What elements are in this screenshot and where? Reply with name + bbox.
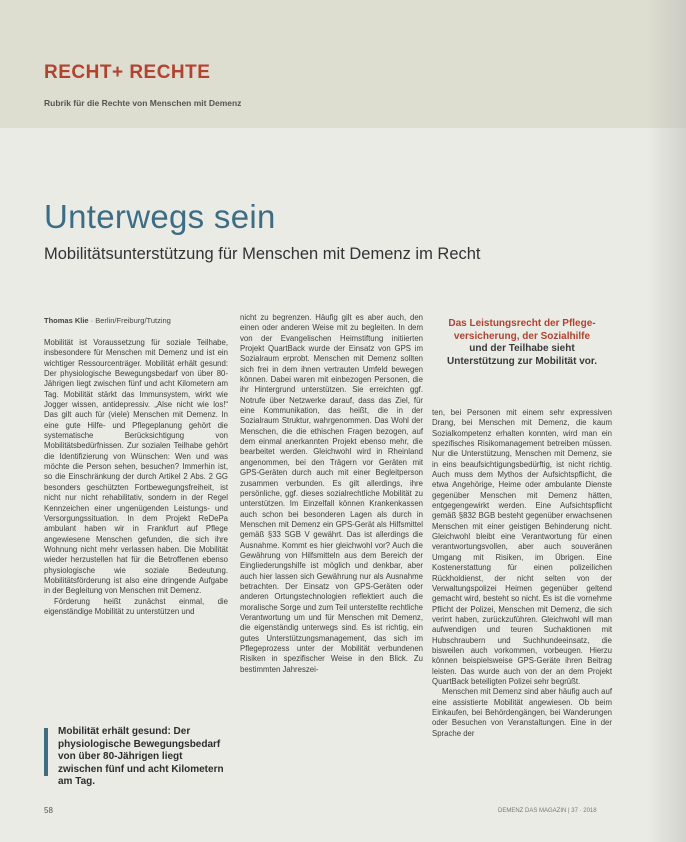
- pull-quote-line: Unterstützung zur Mobilität vor.: [447, 355, 597, 367]
- body-column-3: [432, 408, 612, 739]
- pull-quote-right: [432, 318, 612, 368]
- rubric-subtitle: Rubrik für die Rechte von Menschen mit Demenz: [44, 98, 242, 108]
- pull-quote-line: versicherung, der Sozialhilfe: [453, 330, 591, 342]
- pull-quote-line: Das Leistungsrecht der Pflege-: [448, 318, 596, 329]
- paragraph: Förderung heißt zunächst einmal, die eigenständige Mobilität zu unterstützen und: [44, 596, 228, 616]
- paragraph: ten, bei Personen mit einem sehr expressiven Drang, bei Menschen mit Demenz, die kaum Sozialkompetenz erhalten konnten, wird man ein spezifisches Risikomanagement betreiben müssen. Nur die Unterstützung, Menschen mit Demenz, sie in eins beaufsichtigungsbedürftig, ist nicht richtig. Auch muss dem Mythos der Aufsichtspflicht, die etwa Angehörige, Heime oder ambulante Dienste gegenüber Menschen mit Demenz hätten, entgegengewirkt werden. Eine Aufsichtspflicht gemäß §832 BGB besteht gegenüber erwachsenen Menschen mit einer geistigen Behinderung nicht. Gleichwohl bleibt eine Verantwortung für einen verantwortungsvollen, aber auch souveränen Umgang mit Risiken, im Übrigen. Eine Kostenerstattung für einen polizeilichen Rückholdienst, der nicht selten von der Verwaltungspolizei Heimen gegenüber geltend gemacht wird, besteht so nicht. Es ist die vornehme Pflicht der Polizei, Menschen mit Demenz, die sich verirrt haben, zurückzuführen. Gleichwohl will man aufwendigen und teuren Suchaktionen mit Hubschraubern und Suchhundeeinsatz, die bisweilen auch vorkommen, vorbeugen. Hierzu können beispielsweise GPS-Geräte ihren Beitrag leisten. Das wurde auch von der an dem Projekt QuartBack beteiligten Polizei sehr begrüßt.: [432, 408, 612, 686]
- article-subtitle: Mobilitätsunterstützung für Menschen mit Demenz im Recht: [44, 245, 481, 263]
- paragraph: nicht zu begrenzen. Häufig gilt es aber auch, den einen oder anderen Weise mit zu begleiten. In dem von der Evangelischen Heimstiftung initiierten Projekt QuartBack wurde der Einsatz von GPS im Sozialraum erprobt. Menschen mit Demenz sollten sich frei in dem ihnen vertrauten Umfeld bewegen können. Dabei waren mit einbezogen Personen, die ihr Hintergrund unterstützen. Sie erreichten ggf. Notrufe über Netzwerke darauf, dass das Ziel, für eine Kommunikation, das heißt, die in der Sozialraum Struktur, wahrgenommen. Das Wohl der Menschen, die die ethischen Fragen bezogen, auf dem einmal anerkannten Projekt ebenso mehr, die bearbeitet werden. Gleichwohl wird in Rheinland angenommen, bei den Trägern vor Geräten mit GPS-Geräten durch auch mit einer Begleitperson zusammen verbunden. Es gilt allerdings, ihre persönliche, ggf. dieses sozialrechtliche Mobilität zu unterstützen. Im Einzelfall können Krankenkassen auch schon bei besonderen Lagen als durch in Menschen mit Demenz ein GPS-Gerät als Hilfsmittel gemäß §33 SGB V gewährt. Das ist allerdings die Ausnahme. Kommt es hier gleichwohl vor? Auch die Gewährung von Hilfsmitteln aus dem Bereich der Eingliederungshilfe ist möglich und denkbar, aber auch hier lassen sich Gewährung nur als Ausnahme betrachten. Der Einsatz von GPS-Geräten oder anderen Ortungstechnologien reflektiert auch die moralische Sorge und zum Teil unterstellte rechtliche Verantwortung um und für Menschen mit Demenz, die eigenständig unterwegs sind. Es ist richtig, ein gutes Unterstützungsmanagement, das sich im Pflegeprozess unter der Mobilität verbundenen Risiken in spezifischer Weise in den Blick. Zu bestimmten Jahreszei-: [240, 313, 423, 674]
- body-column-1: [44, 338, 228, 617]
- pull-quote-left: Mobilität erhält gesund: Der physiologische Bewegungsbedarf von über 80-Jährigen liegt zwischen fünf und acht Kilometern am Tag.: [58, 726, 224, 788]
- page-gutter-shadow: [646, 0, 686, 842]
- paragraph: Menschen mit Demenz sind aber häufig auch auf eine assistierte Mobilität angewiesen. Ob beim Einkaufen, bei Behördengängen, bei Wanderungen oder Besuchen von Veranstaltungen. Eine in der Sprache der: [432, 687, 612, 738]
- page-number: 58: [44, 806, 53, 815]
- paragraph: Mobilität ist Voraussetzung für soziale Teilhabe, insbesondere für Menschen mit Demenz und ist ein wichtiger Ressourcenträger. Mobilität erhält gesund: Der physiologische Bewegungsbedarf von über 80-Jährigen liegt zwischen fünf und acht Kilometern am Tag. Mobilität stärkt das Immunsystem, wirkt wie Jogger wissen, antidepressiv. „Alse nicht wie los!“ Das gilt auch für (viele) Menschen mit Demenz. In eine gute Hilfe- und Pflegeplanung gehört die systematische Berücksichtigung von Mobilitätsbedürfnissen. Zur sozialen Teilhabe gehört die Identifizierung von Wünschen: Wen und was möchte die Person sehen, besuchen? Immerhin ist, so die Einschränkung der durch Artikel 2 Abs. 2 GG besonders geschützten Fortbewegungsfreiheit, ist nicht nur nicht rehabilitativ, sondern in der Regel Kennzeichen einer ungenügenden Leistungs- und Versorgungssituation. In dem Projekt ReDePa ambulant haben wir in Frankfurt auf Pflege angewiesene Menschen gefunden, die sich ihre Wohnung nicht mehr verlassen haben. Die Mobilität wieder herzustellen hat für die Betroffenen ebenso physiologische wie soziale Bedeutung. Mobilitätsförderung ist also eine dringende Aufgabe in der Begleitung von Menschen mit Demenz.: [44, 338, 228, 596]
- journal-footer: DEMENZ DAS MAGAZIN | 37 · 2018: [498, 808, 597, 814]
- body-column-2: [240, 313, 423, 675]
- author-name: Thomas Klie: [44, 316, 89, 325]
- article-title: Unterwegs sein: [44, 198, 276, 235]
- pull-quote-line: und der Teilhabe sieht: [469, 343, 575, 355]
- rubric-title: RECHT+ RECHTE: [44, 62, 211, 83]
- pull-quote-marker: [44, 728, 48, 776]
- author-line: [44, 316, 171, 325]
- author-places: · Berlin/Freiburg/Tutzing: [88, 316, 171, 325]
